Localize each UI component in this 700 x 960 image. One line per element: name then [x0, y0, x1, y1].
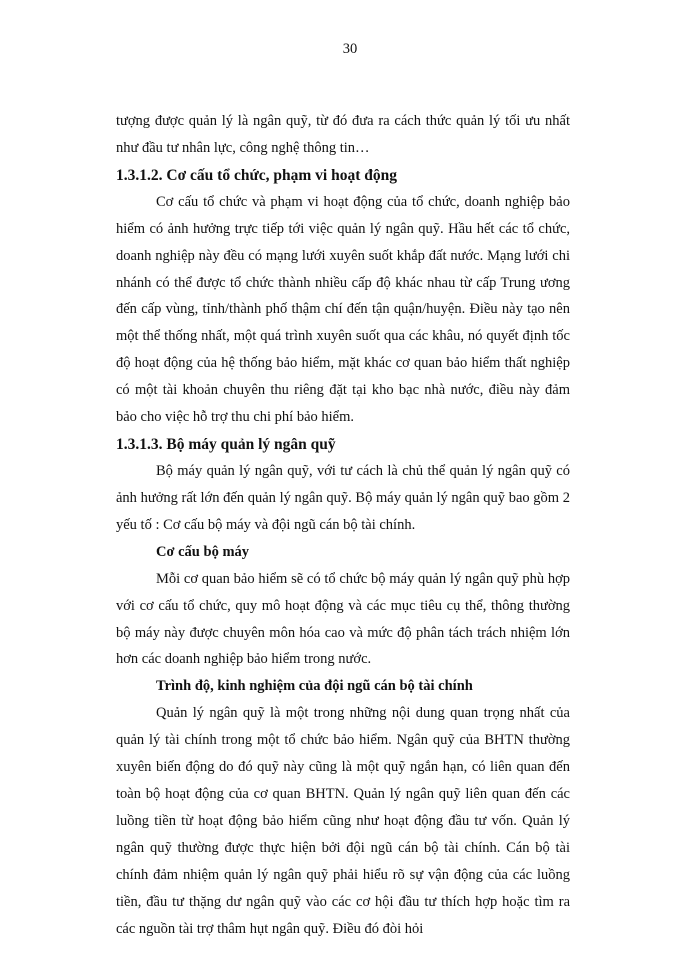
- section-paragraph-1-3-1-3: Bộ máy quản lý ngân quỹ, với tư cách là chủ thể quản lý ngân quỹ có ảnh hưởng rất lớn đến quản lý ngân quỹ. Bộ máy quản lý ngân quỹ bao gồm 2 yếu tố : Cơ cấu bộ máy và đội ngũ cán bộ tài chính.: [116, 462, 570, 533]
- paragraph-trinh-do-kinh-nghiem: Quản lý ngân quỹ là một trong những nội dung quan trọng nhất của quản lý tài chính trong một tổ chức bảo hiểm. Ngân quỹ của BHTN thường xuyên biến động do đó quỹ này cũng là một quỹ ngắn hạn, có liên quan đến toàn bộ hoạt động của cơ quan BHTN. Quản lý ngân quỹ liên quan đến các luồng tiền từ hoạt động bảo hiểm cũng như hoạt động đầu tư vốn. Quản lý ngân quỹ thường được thực hiện bởi đội ngũ cán bộ tài chính. Cán bộ tài chính đảm nhiệm quản lý ngân quỹ phải hiểu rõ sự vận động của các luồng tiền, đầu tư thặng dư ngân quỹ vào các cơ hội đầu tư thích hợp hoặc tìm ra các nguồn tài trợ thâm hụt ngân quỹ. Điều đó đòi hỏi: [116, 705, 570, 937]
- page-body: [116, 108, 570, 942]
- paragraph-co-cau-bo-may: Mỗi cơ quan bảo hiểm sẽ có tổ chức bộ máy quản lý ngân quỹ phù hợp với cơ cấu tổ chức, quy mô hoạt động và các mục tiêu cụ thể, thông thường bộ máy này được chuyên môn hóa cao và mức độ phân tách trách nhiệm lớn hơn các doanh nghiệp bảo hiểm trong nước.: [116, 570, 570, 668]
- section-heading-1-3-1-3: 1.3.1.3. Bộ máy quản lý ngân quỹ: [116, 435, 336, 453]
- intro-paragraph: tượng được quản lý là ngân quỹ, từ đó đưa ra cách thức quản lý tối ưu nhất như đầu tư nhân lực, công nghệ thông tin…: [116, 113, 570, 156]
- subheading-co-cau-bo-may: Cơ cấu bộ máy: [156, 543, 250, 560]
- page-number: 30: [342, 41, 358, 57]
- subheading-trinh-do-kinh-nghiem: Trình độ, kinh nghiệm của đội ngũ cán bộ tài chính: [156, 678, 473, 695]
- section-heading-1-3-1-2: 1.3.1.2. Cơ cấu tổ chức, phạm vi hoạt động: [116, 166, 397, 184]
- section-paragraph-1-3-1-2: Cơ cấu tổ chức và phạm vi hoạt động của tổ chức, doanh nghiệp bảo hiểm có ảnh hưởng trực tiếp tới việc quản lý ngân quỹ. Hầu hết các tổ chức, doanh nghiệp này đều có mạng lưới xuyên suốt khắp đất nước. Mạng lưới chi nhánh có thể được tổ chức thành nhiều cấp độ khác nhau từ cấp Trung ương đến cấp vùng, tỉnh/thành phố thậm chí đến tận quận/huyện. Điều này tạo nên một thể thống nhất, một quá trình xuyên suốt qua các khâu, nó quyết định tốc độ hoạt động của hệ thống bảo hiểm, mặt khác cơ quan bảo hiểm thất nghiệp có một tài khoản chuyên thu riêng đặt tại kho bạc nhà nước, điều này đảm bảo cho việc hỗ trợ thu chi phí bảo hiểm.: [116, 193, 570, 426]
